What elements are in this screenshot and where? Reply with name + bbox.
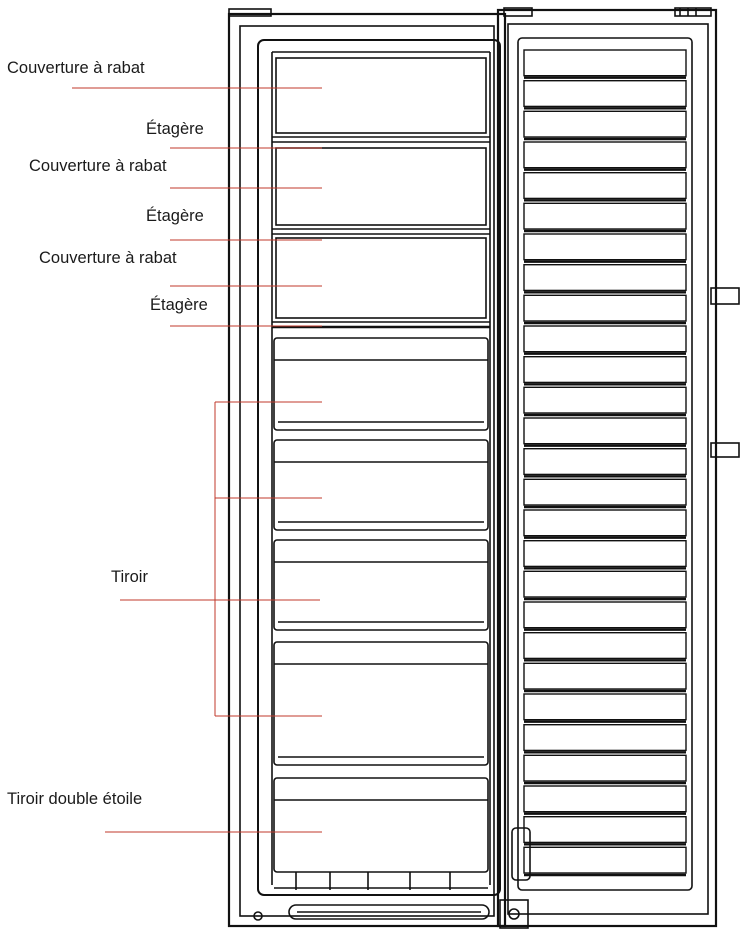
label-drawer: Tiroir (111, 568, 148, 586)
door-bin-14 (524, 449, 686, 475)
door-bin-26 (524, 817, 686, 843)
drawer-1 (274, 338, 488, 430)
drawer-2 (274, 440, 488, 530)
door-bin-7 (524, 234, 686, 260)
door-bin-13 (524, 418, 686, 444)
double-star-drawer (274, 778, 488, 872)
door-panel (518, 38, 692, 890)
label-flap-cover-3: Couverture à rabat (39, 249, 177, 267)
door-bin-4 (524, 142, 686, 168)
flap-cover-2 (276, 148, 486, 225)
cabinet-outer (229, 14, 505, 926)
door-bin-19 (524, 602, 686, 628)
label-shelf-3: Étagère (150, 296, 208, 314)
door-outer (498, 10, 716, 926)
door-bin-16 (524, 510, 686, 536)
door-bin-23 (524, 725, 686, 751)
label-shelf-2: Étagère (146, 207, 204, 225)
label-double-star-drawer: Tiroir double étoile (7, 790, 143, 808)
flap-cover-1 (276, 58, 486, 133)
label-flap-cover-1: Couverture à rabat (7, 59, 145, 77)
door-bin-1 (524, 50, 686, 76)
door-bin-18 (524, 571, 686, 597)
label-flap-cover-2: Couverture à rabat (29, 157, 167, 175)
door-bin-25 (524, 786, 686, 812)
door-bin-2 (524, 81, 686, 107)
door-bin-11 (524, 357, 686, 383)
door-bin-27 (524, 847, 686, 873)
flap-cover-3 (276, 238, 486, 318)
label-shelf-1: Étagère (146, 120, 204, 138)
cabinet-liner (258, 40, 500, 895)
door-bin-17 (524, 541, 686, 567)
door-bin-5 (524, 173, 686, 199)
door-bin-21 (524, 663, 686, 689)
door-bin-15 (524, 479, 686, 505)
drawer-3 (274, 540, 488, 630)
drawer-4 (274, 642, 488, 765)
door-bin-8 (524, 265, 686, 291)
door-bin-10 (524, 326, 686, 352)
door-bin-22 (524, 694, 686, 720)
door-bin-9 (524, 295, 686, 321)
door-bin-24 (524, 755, 686, 781)
door-bin-3 (524, 111, 686, 137)
door-bin-12 (524, 387, 686, 413)
door-bin-6 (524, 203, 686, 229)
door-bin-20 (524, 633, 686, 659)
cabinet-inner (240, 26, 494, 916)
